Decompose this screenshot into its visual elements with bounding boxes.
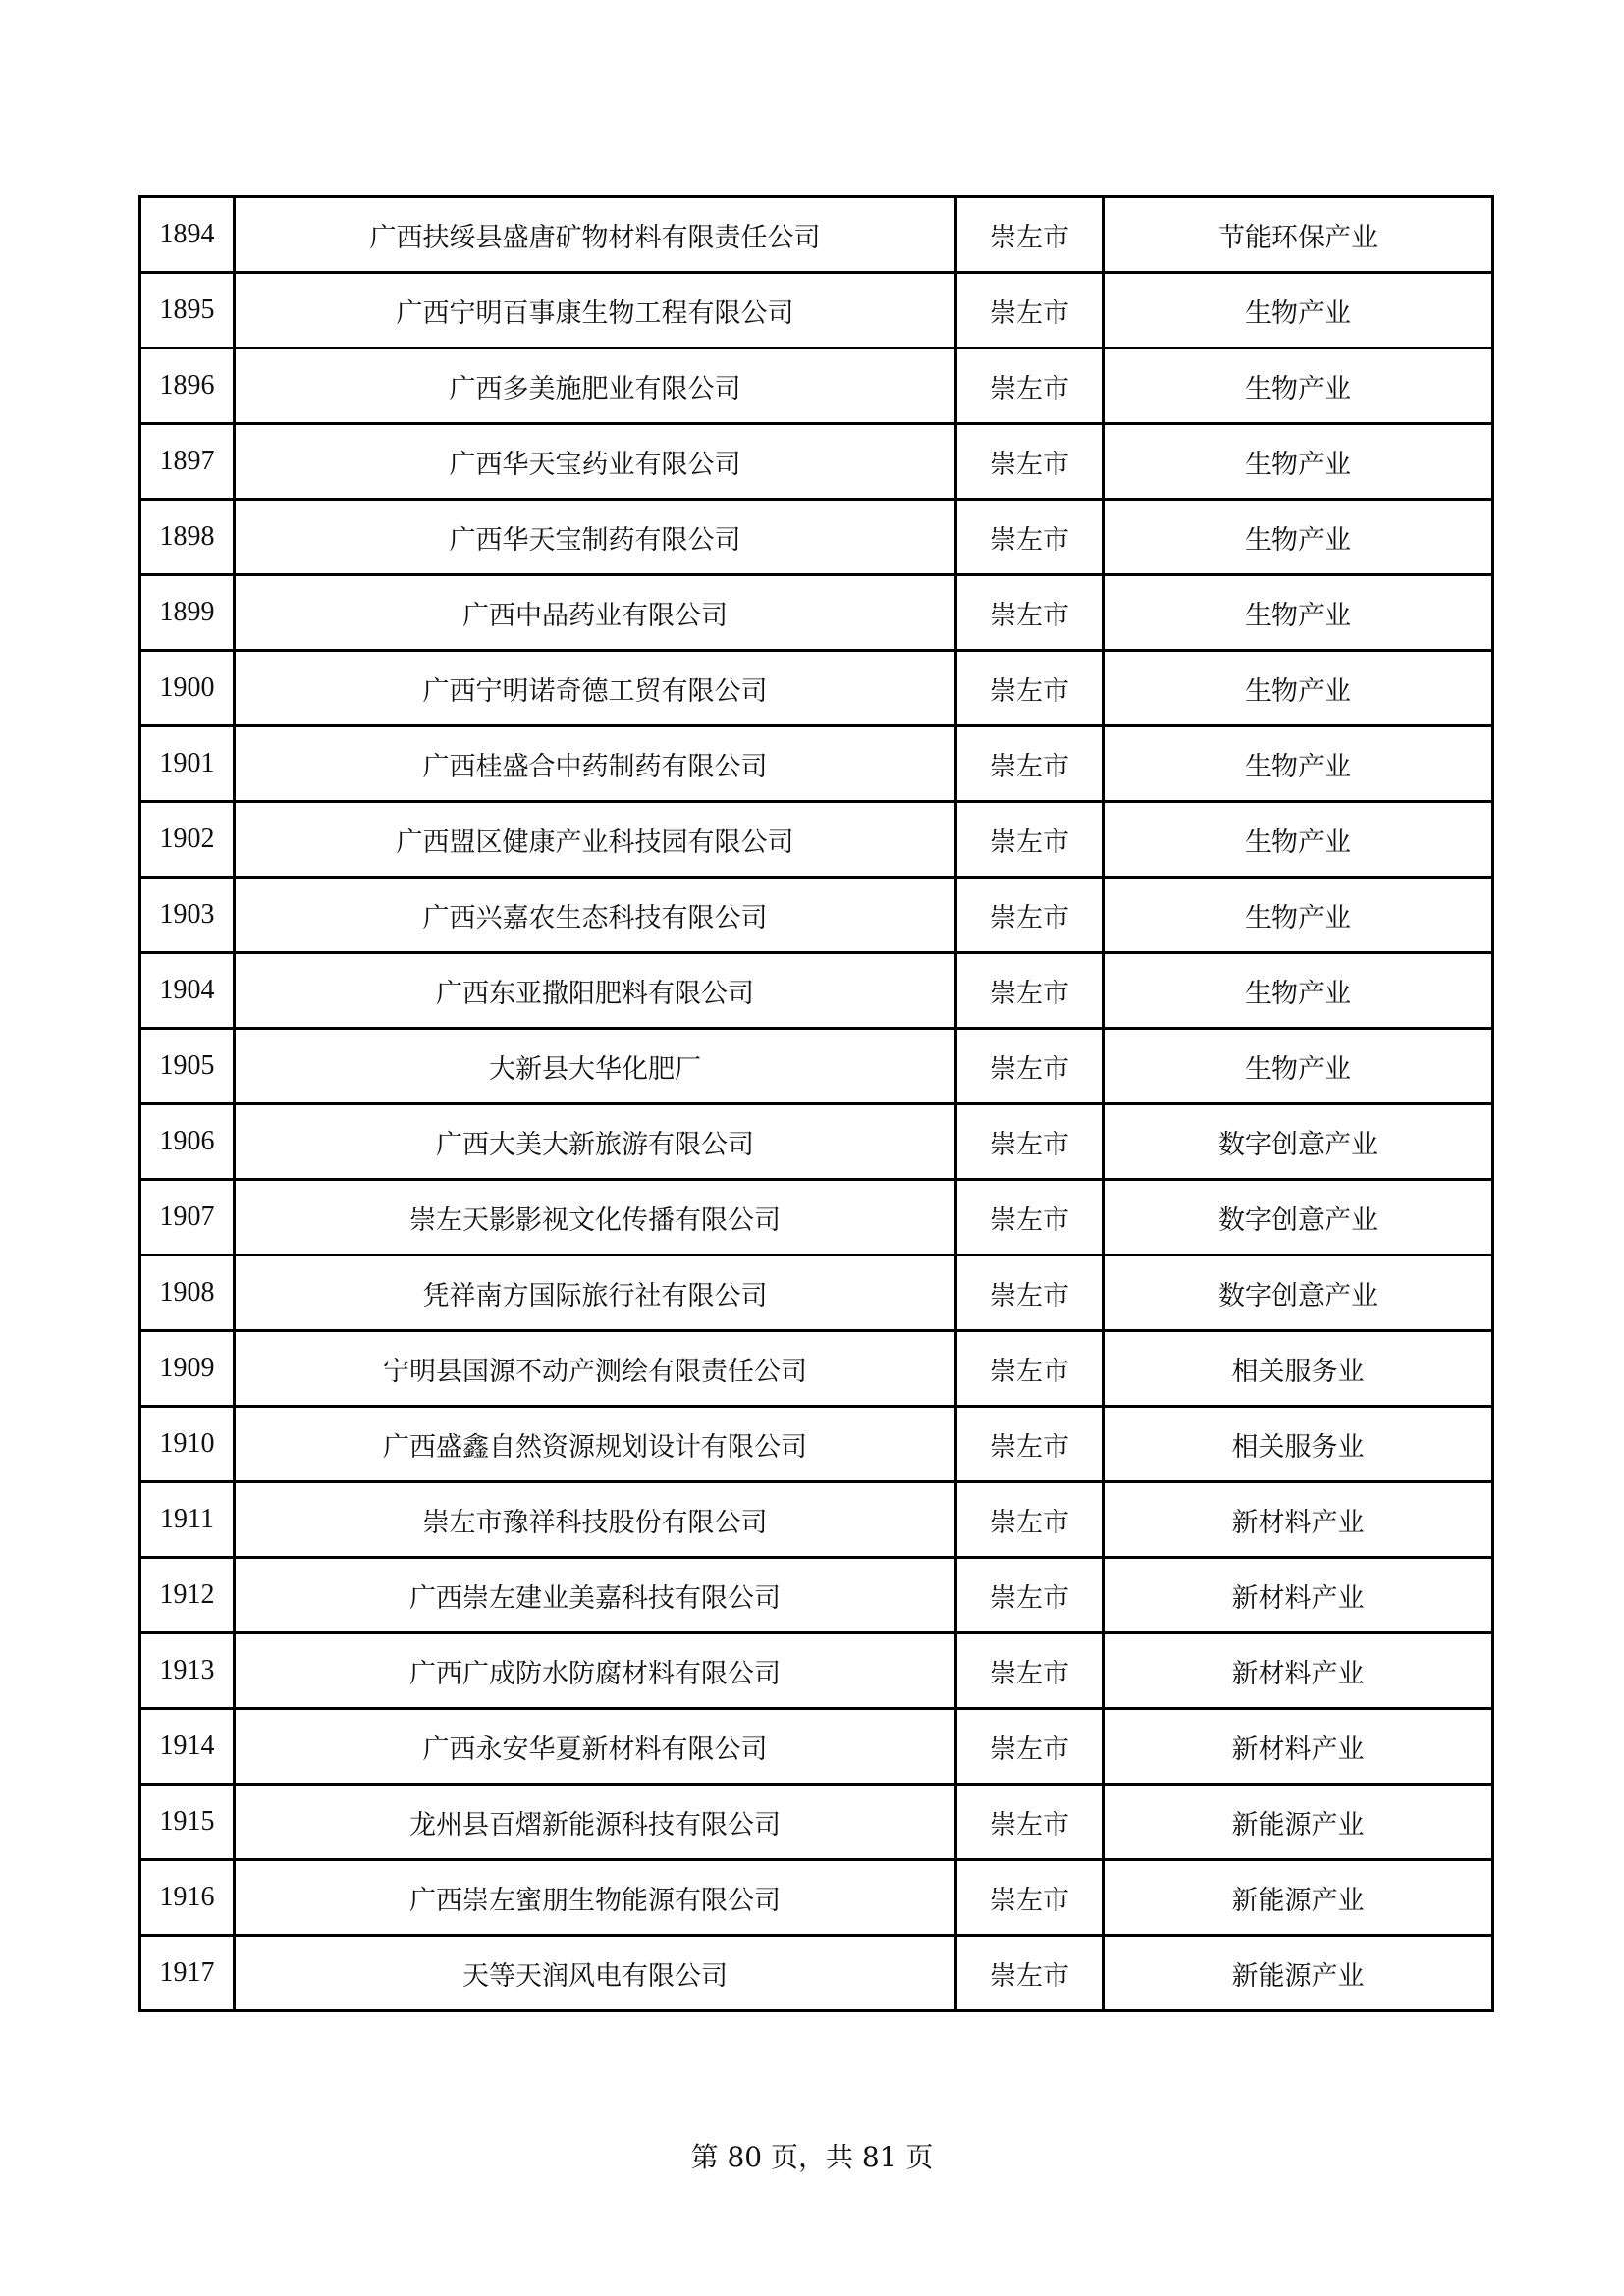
company-name: 崇左天影影视文化传播有限公司 (235, 1180, 956, 1255)
city: 崇左市 (956, 1029, 1104, 1104)
table-row (140, 1558, 1493, 1633)
table-row (140, 726, 1493, 802)
city: 崇左市 (956, 1331, 1104, 1407)
city: 崇左市 (956, 273, 1104, 348)
table-row (140, 1180, 1493, 1255)
company-name: 广西扶绥县盛唐矿物材料有限责任公司 (235, 197, 956, 273)
table-row (140, 348, 1493, 424)
table-row (140, 1029, 1493, 1104)
row-number: 1894 (140, 197, 235, 273)
city: 崇左市 (956, 1709, 1104, 1785)
industry: 生物产业 (1104, 424, 1493, 500)
table-row (140, 953, 1493, 1029)
company-name: 广西永安华夏新材料有限公司 (235, 1709, 956, 1785)
row-number: 1907 (140, 1180, 235, 1255)
city: 崇左市 (956, 1407, 1104, 1482)
city: 崇左市 (956, 500, 1104, 575)
row-number: 1915 (140, 1785, 235, 1860)
industry: 生物产业 (1104, 878, 1493, 953)
industry: 生物产业 (1104, 348, 1493, 424)
table-row (140, 1709, 1493, 1785)
company-name: 广西盛鑫自然资源规划设计有限公司 (235, 1407, 956, 1482)
company-name: 广西多美施肥业有限公司 (235, 348, 956, 424)
industry: 新能源产业 (1104, 1860, 1493, 1936)
row-number: 1906 (140, 1104, 235, 1180)
city: 崇左市 (956, 1785, 1104, 1860)
row-number: 1897 (140, 424, 235, 500)
table-row (140, 424, 1493, 500)
city: 崇左市 (956, 1558, 1104, 1633)
company-name: 崇左市豫祥科技股份有限公司 (235, 1482, 956, 1558)
table-row (140, 1936, 1493, 2011)
industry: 新能源产业 (1104, 1785, 1493, 1860)
industry: 数字创意产业 (1104, 1180, 1493, 1255)
row-number: 1911 (140, 1482, 235, 1558)
industry: 生物产业 (1104, 953, 1493, 1029)
table-row (140, 1331, 1493, 1407)
company-name: 龙州县百熠新能源科技有限公司 (235, 1785, 956, 1860)
industry: 相关服务业 (1104, 1331, 1493, 1407)
industry: 新能源产业 (1104, 1936, 1493, 2011)
industry: 节能环保产业 (1104, 197, 1493, 273)
city: 崇左市 (956, 651, 1104, 726)
industry: 生物产业 (1104, 651, 1493, 726)
row-number: 1910 (140, 1407, 235, 1482)
city: 崇左市 (956, 1104, 1104, 1180)
company-name: 广西东亚撒阳肥料有限公司 (235, 953, 956, 1029)
city: 崇左市 (956, 575, 1104, 651)
company-name: 广西盟区健康产业科技园有限公司 (235, 802, 956, 878)
table-row (140, 1255, 1493, 1331)
row-number: 1913 (140, 1633, 235, 1709)
industry: 生物产业 (1104, 500, 1493, 575)
table-row (140, 197, 1493, 273)
industry: 生物产业 (1104, 575, 1493, 651)
city: 崇左市 (956, 1860, 1104, 1936)
industry: 生物产业 (1104, 726, 1493, 802)
industry: 生物产业 (1104, 273, 1493, 348)
city: 崇左市 (956, 197, 1104, 273)
row-number: 1916 (140, 1860, 235, 1936)
company-name: 广西广成防水防腐材料有限公司 (235, 1633, 956, 1709)
city: 崇左市 (956, 1633, 1104, 1709)
city: 崇左市 (956, 424, 1104, 500)
company-name: 广西华天宝制药有限公司 (235, 500, 956, 575)
row-number: 1898 (140, 500, 235, 575)
company-name: 广西桂盛合中药制药有限公司 (235, 726, 956, 802)
table-row (140, 1482, 1493, 1558)
table-row (140, 500, 1493, 575)
table-row (140, 878, 1493, 953)
city: 崇左市 (956, 1255, 1104, 1331)
company-name: 凭祥南方国际旅行社有限公司 (235, 1255, 956, 1331)
city: 崇左市 (956, 348, 1104, 424)
company-name: 广西崇左蜜朋生物能源有限公司 (235, 1860, 956, 1936)
row-number: 1914 (140, 1709, 235, 1785)
company-name: 广西兴嘉农生态科技有限公司 (235, 878, 956, 953)
industry: 生物产业 (1104, 1029, 1493, 1104)
company-name: 大新县大华化肥厂 (235, 1029, 956, 1104)
table-row (140, 1407, 1493, 1482)
row-number: 1912 (140, 1558, 235, 1633)
row-number: 1896 (140, 348, 235, 424)
table-row (140, 273, 1493, 348)
industry: 生物产业 (1104, 802, 1493, 878)
table-row (140, 802, 1493, 878)
table-row (140, 575, 1493, 651)
row-number: 1909 (140, 1331, 235, 1407)
page-footer: 第 80 页，共 81 页 (690, 2141, 934, 2173)
industry: 数字创意产业 (1104, 1104, 1493, 1180)
city: 崇左市 (956, 953, 1104, 1029)
company-name: 广西中品药业有限公司 (235, 575, 956, 651)
row-number: 1904 (140, 953, 235, 1029)
row-number: 1902 (140, 802, 235, 878)
row-number: 1905 (140, 1029, 235, 1104)
company-name: 广西崇左建业美嘉科技有限公司 (235, 1558, 956, 1633)
row-number: 1903 (140, 878, 235, 953)
row-number: 1917 (140, 1936, 235, 2011)
city: 崇左市 (956, 878, 1104, 953)
company-name: 天等天润风电有限公司 (235, 1936, 956, 2011)
company-name: 广西大美大新旅游有限公司 (235, 1104, 956, 1180)
city: 崇左市 (956, 1482, 1104, 1558)
company-name: 宁明县国源不动产测绘有限责任公司 (235, 1331, 956, 1407)
table-row (140, 1633, 1493, 1709)
industry: 新材料产业 (1104, 1558, 1493, 1633)
industry: 新材料产业 (1104, 1633, 1493, 1709)
row-number: 1900 (140, 651, 235, 726)
table-row (140, 651, 1493, 726)
city: 崇左市 (956, 802, 1104, 878)
city: 崇左市 (956, 1180, 1104, 1255)
company-name: 广西华天宝药业有限公司 (235, 424, 956, 500)
row-number: 1901 (140, 726, 235, 802)
industry: 相关服务业 (1104, 1407, 1493, 1482)
company-table (138, 195, 1494, 2012)
company-name: 广西宁明百事康生物工程有限公司 (235, 273, 956, 348)
table-row (140, 1104, 1493, 1180)
company-name: 广西宁明诺奇德工贸有限公司 (235, 651, 956, 726)
row-number: 1899 (140, 575, 235, 651)
industry: 新材料产业 (1104, 1482, 1493, 1558)
row-number: 1908 (140, 1255, 235, 1331)
table-row (140, 1860, 1493, 1936)
row-number: 1895 (140, 273, 235, 348)
industry: 新材料产业 (1104, 1709, 1493, 1785)
city: 崇左市 (956, 1936, 1104, 2011)
city: 崇左市 (956, 726, 1104, 802)
table-row (140, 1785, 1493, 1860)
industry: 数字创意产业 (1104, 1255, 1493, 1331)
